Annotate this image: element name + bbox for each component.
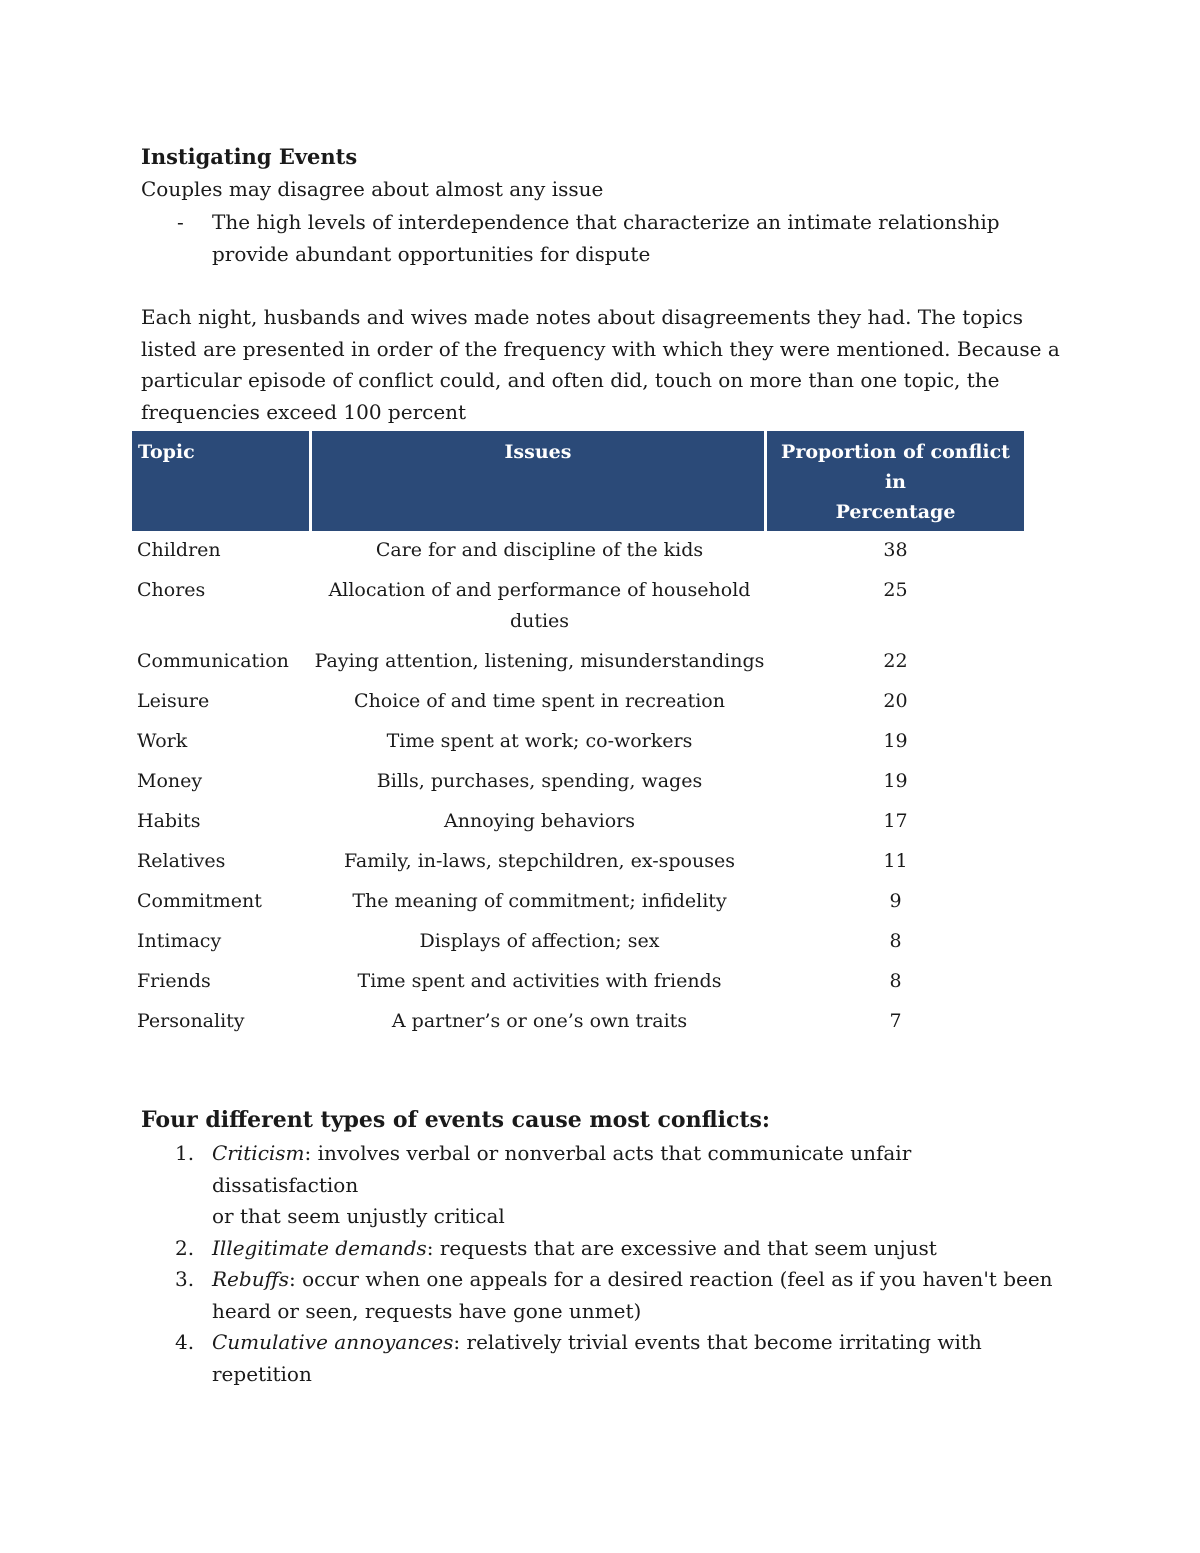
description-paragraph [141, 302, 1071, 428]
issue-cell: Family, in-laws, stepchildren, ex-spouses [344, 850, 735, 872]
header-proportion-line: Proportion of conflict in [781, 441, 1010, 493]
table-row [132, 842, 1024, 882]
percent-cell: 8 [889, 970, 902, 992]
table-row [132, 571, 1024, 642]
header-proportion [767, 431, 1024, 531]
list-number: 4. [175, 1330, 195, 1354]
table-row [132, 802, 1024, 842]
table-header-row [132, 431, 1024, 531]
list-item [141, 1264, 1061, 1327]
topic-cell: Intimacy [137, 930, 222, 952]
table-row [132, 722, 1024, 762]
issue-cell: Bills, purchases, spending, wages [376, 770, 703, 792]
list-number: 1. [175, 1141, 195, 1165]
topic-cell: Children [137, 539, 221, 561]
issue-cell: Time spent at work; co-workers [386, 730, 693, 752]
table-row [132, 762, 1024, 802]
topic-cell: Personality [137, 1010, 245, 1032]
percent-cell: 9 [889, 890, 902, 912]
list-line [212, 1327, 1061, 1359]
conflict-topics-table [132, 431, 1024, 1042]
bullet-item [141, 206, 1142, 270]
topic-cell: Chores [137, 579, 206, 601]
percent-cell: 38 [883, 539, 908, 561]
paragraph-line: listed are presented in order of the frequency with which they were mentioned. Because a [141, 336, 1060, 361]
topic-cell: Commitment [137, 890, 262, 912]
list-term: Rebuffs [212, 1267, 290, 1291]
list-item [141, 1327, 1061, 1390]
list-item [141, 1233, 1061, 1265]
table-row [132, 1002, 1024, 1042]
issue-cell: Choice of and time spent in recreation [354, 690, 725, 712]
table-row [132, 682, 1024, 722]
issue-cell: Annoying behaviors [444, 810, 635, 832]
header-issues: Issues [312, 431, 767, 531]
percent-cell: 11 [883, 850, 908, 872]
percent-cell: 7 [889, 1010, 902, 1032]
percent-cell: 8 [889, 930, 902, 952]
header-topic: Topic [132, 431, 312, 531]
list-term: Illegitimate demands [212, 1235, 427, 1260]
percent-cell: 19 [883, 730, 908, 752]
issue-cell: Care for and discipline of the kids [375, 539, 704, 561]
section-heading: Instigating Events [141, 144, 358, 169]
bullet-dash: - [177, 210, 184, 234]
topic-cell: Friends [137, 970, 211, 992]
list-line [212, 1233, 1061, 1265]
issue-line: Allocation of and performance of household [328, 579, 751, 601]
paragraph-line: particular episode of conflict could, and often did, touch on more than one topic, the [141, 368, 1000, 392]
paragraph-line: Each night, husbands and wives made notes about disagreements they had. The topics [141, 305, 1023, 329]
issue-cell [312, 571, 767, 642]
intro-text: Couples may disagree about almost any issue [141, 177, 604, 201]
conflict-types-list [141, 1138, 1061, 1390]
issue-cell: The meaning of commitment; infidelity [352, 890, 727, 912]
topic-cell: Work [137, 730, 188, 752]
topic-cell: Money [137, 770, 203, 792]
issue-cell: Displays of affection; sex [419, 930, 660, 952]
topic-cell: Relatives [137, 850, 226, 872]
list-number: 3. [175, 1267, 195, 1291]
list-number: 2. [175, 1235, 195, 1260]
issue-line: duties [509, 610, 570, 632]
issue-cell: Paying attention, listening, misunderstandings [314, 650, 765, 672]
table-row [132, 882, 1024, 922]
percent-cell: 25 [883, 579, 908, 601]
percent-cell: 19 [883, 770, 908, 792]
paragraph-line: frequencies exceed 100 percent [141, 399, 467, 424]
list-term: Cumulative annoyances [212, 1330, 454, 1354]
issue-cell: Time spent and activities with friends [357, 970, 722, 992]
table-row [132, 531, 1024, 571]
list-text: : occur when one appeals for a desired reaction (feel as if you haven't been [289, 1267, 1053, 1291]
list-text: : requests that are excessive and that seem unjust [426, 1235, 937, 1260]
list-text: : relatively trivial events that become irritating with [453, 1330, 982, 1354]
topic-cell: Leisure [137, 690, 210, 712]
percent-cell: 22 [883, 650, 908, 672]
topic-cell: Habits [137, 810, 201, 832]
types-heading: Four different types of events cause most conflicts: [141, 1107, 771, 1133]
percent-cell: 17 [883, 810, 908, 832]
list-line [212, 1264, 1061, 1296]
bullet-line: provide abundant opportunities for dispute [212, 242, 651, 266]
list-line: heard or seen, requests have gone unmet) [212, 1298, 642, 1323]
list-line [212, 1138, 1061, 1201]
list-term: Criticism [212, 1141, 305, 1165]
list-item [141, 1138, 1061, 1233]
list-line: or that seem unjustly critical [212, 1204, 505, 1228]
table-row [132, 642, 1024, 682]
table-row [132, 962, 1024, 1002]
list-text: : involves verbal or nonverbal acts that communicate unfair dissatisfaction [212, 1141, 912, 1197]
list-line: repetition [212, 1361, 312, 1386]
topic-cell: Communication [137, 650, 289, 672]
bullet-line: The high levels of interdependence that characterize an intimate relationship [212, 210, 1000, 234]
percent-cell: 20 [883, 690, 908, 712]
header-proportion-line: Percentage [835, 501, 956, 523]
table-row [132, 922, 1024, 962]
issue-cell: A partner’s or one’s own traits [391, 1010, 688, 1032]
